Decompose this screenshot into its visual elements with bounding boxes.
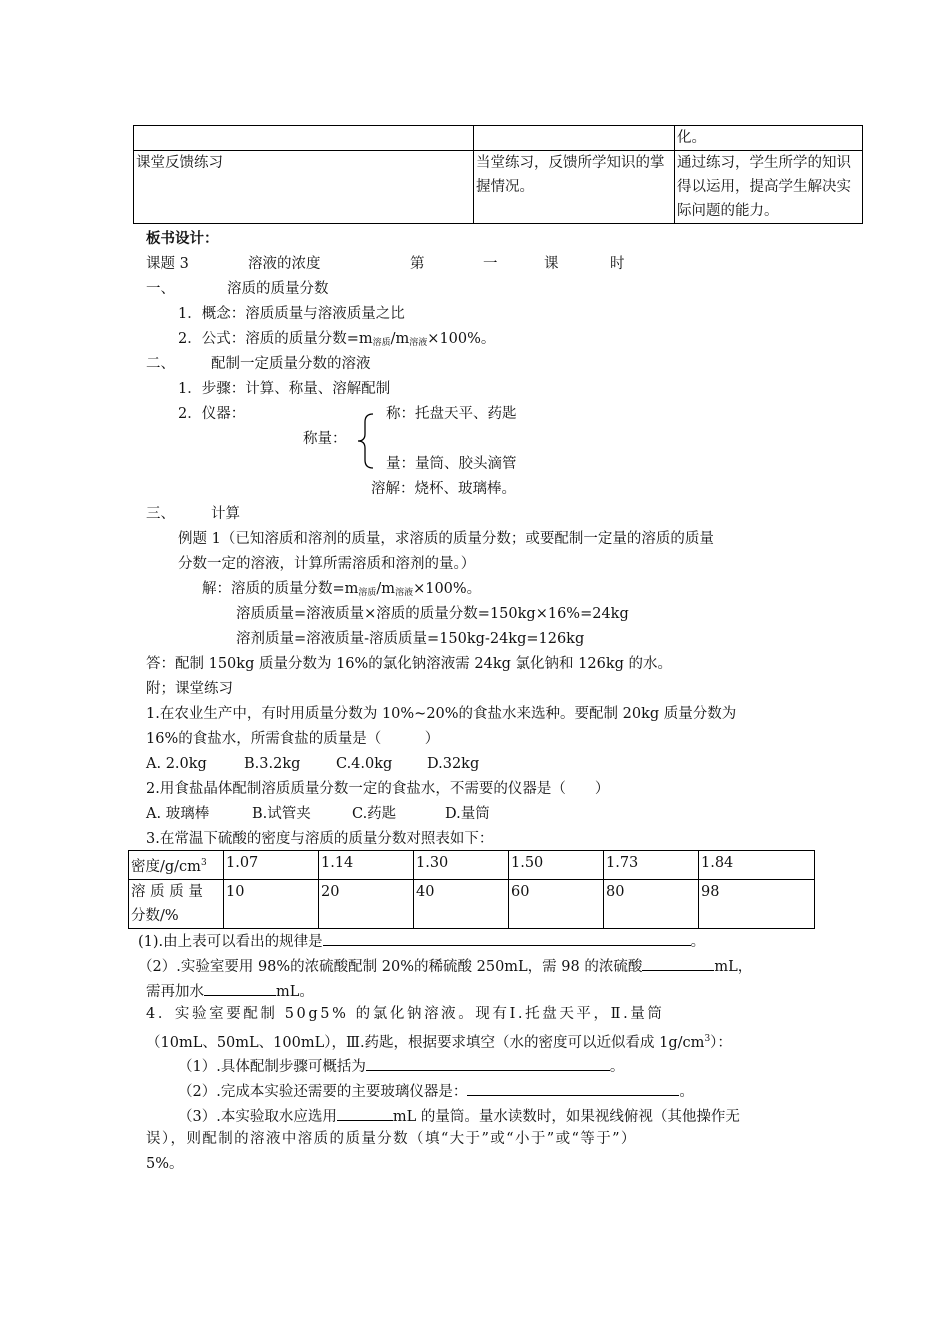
table-cell: 20 <box>319 879 414 928</box>
table-cell: 通过练习，学生所学的知识得以运用，提高学生解决实际问题的能力。 <box>675 151 863 224</box>
example-line: 分数一定的溶液，计算所需溶质和溶剂的量。） <box>178 556 476 572</box>
table-header-cell <box>129 851 224 880</box>
feedback-table <box>133 125 863 224</box>
option: B.试管夹 <box>252 806 311 822</box>
table-cell: 98 <box>699 879 815 928</box>
dissolve-instruments: 溶解：烧杯、玻璃棒。 <box>371 481 516 497</box>
table-cell: 10 <box>224 879 319 928</box>
question-text: ）： <box>710 1034 732 1051</box>
section-title: 溶质的质量分数 <box>227 281 329 297</box>
fraction-label: 分数/% <box>131 907 179 924</box>
section-title: 计算 <box>211 506 240 522</box>
table-cell: 化。 <box>675 126 863 151</box>
concept-line: 1．概念：溶质质量与溶液质量之比 <box>178 306 405 322</box>
lesson-title-prefix: 课题 3 <box>146 256 189 272</box>
question-line: 误），则配制的溶液中溶质的质量分数（填“大于”或“小于”或“等于”） <box>146 1131 637 1147</box>
table-row <box>129 851 815 880</box>
question-line: 2.用食盐晶体配制溶质质量分数一定的食盐水，不需要的仪器是（ ） <box>146 781 610 797</box>
table-cell <box>474 126 675 151</box>
exercise-heading: 附；课堂练习 <box>146 681 233 697</box>
option: A. 玻璃棒 <box>146 806 210 822</box>
formula-text: /m <box>390 331 410 347</box>
question-text: 。 <box>609 1059 625 1075</box>
subscript: 溶液 <box>395 588 414 598</box>
solution-line: 溶剂质量=溶液质量-溶质质量=150kg-24kg=126kg <box>236 631 585 647</box>
subscript: 溶质 <box>372 338 391 348</box>
formula-text: /m <box>376 581 396 597</box>
table-cell: 80 <box>604 879 699 928</box>
question-text: （10mL、50mL、100mL），Ⅲ.药匙，根据要求填空（水的密度可以近似看成 1g/cm <box>146 1034 705 1051</box>
answer-line: 答：配制 150kg 质量分数为 16%的氯化钠溶液需 24kg 氯化钠和 126kg 的水。 <box>146 656 672 672</box>
question-text: （1）.具体配制步骤可概括为 <box>178 1059 366 1075</box>
question-line: 4．实验室要配制 50g5% 的氯化钠溶液。现有Ⅰ.托盘天平，Ⅱ.量筒 <box>146 1006 665 1022</box>
steps-line: 1．步骤：计算、称量、溶解配制 <box>178 381 391 397</box>
section-number: 二、 <box>146 356 175 372</box>
example-line: 例题 1（已知溶质和溶剂的质量，求溶质的质量分数；或要配制一定量的溶质的质量 <box>178 531 714 547</box>
option: D.32kg <box>427 756 480 772</box>
lesson-title-topic: 溶液的浓度 <box>248 256 321 272</box>
subscript: 溶质 <box>358 588 377 598</box>
table-cell: 当堂练习，反馈所学知识的掌握情况。 <box>474 151 675 224</box>
table-cell: 60 <box>509 879 604 928</box>
question-line: 3.在常温下硫酸的密度与溶质的质量分数对照表如下： <box>146 831 494 847</box>
table-cell <box>134 126 474 151</box>
instruments-line: 2．仪器： <box>178 406 246 422</box>
question-text: mL， <box>714 959 753 975</box>
question-line <box>146 979 314 1002</box>
question-line <box>178 1079 694 1102</box>
question-line <box>178 1054 624 1077</box>
table-cell: 1.50 <box>509 851 604 880</box>
table-cell: 课堂反馈练习 <box>134 151 474 224</box>
weigh-instruments: 称：托盘天平、药匙 <box>386 406 517 422</box>
table-cell: 1.73 <box>604 851 699 880</box>
question-text: （2）.实验室要用 98%的浓硫酸配制 20%的稀硫酸 250mL，需 98 的浓硫酸 <box>138 959 643 975</box>
solution-line <box>202 579 481 603</box>
lesson-word: 课 <box>544 256 559 272</box>
density-table <box>128 850 815 929</box>
section-title: 配制一定质量分数的溶液 <box>211 356 371 372</box>
subscript: 溶液 <box>409 338 428 348</box>
question-text: （3）.本实验取水应选用 <box>178 1109 337 1125</box>
table-row <box>134 126 863 151</box>
fraction-label: 溶 质 质 量 <box>131 883 203 900</box>
answer-blank[interactable] <box>323 929 691 946</box>
superscript: 3 <box>704 1034 711 1044</box>
question-line <box>138 954 752 977</box>
weigh-label: 称量： <box>303 431 347 447</box>
solution-line: 溶质质量=溶液质量×溶质的质量分数=150kg×16%=24kg <box>236 606 629 622</box>
table-row <box>134 151 863 224</box>
lesson-word: 第 <box>410 256 425 272</box>
option: B.3.2kg <box>244 756 301 772</box>
density-label: 密度/g/cm <box>131 858 201 875</box>
section-number: 三、 <box>146 506 175 522</box>
answer-blank[interactable] <box>642 954 714 971</box>
section-number: 一、 <box>146 281 175 297</box>
option: C.药匙 <box>352 806 397 822</box>
brace-icon <box>355 412 377 470</box>
table-cell: 1.07 <box>224 851 319 880</box>
lesson-word: 时 <box>610 256 625 272</box>
table-header-cell <box>129 879 224 928</box>
question-line <box>146 1029 732 1053</box>
measure-instruments: 量：量筒、胶头滴管 <box>386 456 517 472</box>
option: C.4.0kg <box>336 756 393 772</box>
formula-text: 解：溶质的质量分数=m <box>202 581 359 597</box>
question-text: 。 <box>679 1084 694 1100</box>
question-text: (1).由上表可以看出的规律是 <box>138 934 323 950</box>
answer-blank[interactable] <box>337 1104 393 1121</box>
answer-blank[interactable] <box>467 1079 679 1096</box>
question-line: 1.在农业生产中，有时用质量分数为 10%~20%的食盐水来选种。要配制 20kg 质量分数为 <box>146 706 737 722</box>
question-text: mL。 <box>276 984 314 1000</box>
table-cell: 1.84 <box>699 851 815 880</box>
formula-text: 2．公式：溶质的质量分数=m <box>178 331 373 347</box>
question-text: 。 <box>690 934 706 950</box>
lesson-word: 一 <box>483 256 498 272</box>
table-cell: 1.14 <box>319 851 414 880</box>
question-text: （2）.完成本实验还需要的主要玻璃仪器是： <box>178 1084 468 1100</box>
option: D.量筒 <box>445 806 490 822</box>
answer-blank[interactable] <box>204 979 276 996</box>
question-line <box>138 929 705 952</box>
question-line: 16%的食盐水，所需食盐的质量是（ ） <box>146 731 440 747</box>
question-text: 需再加水 <box>146 984 204 1000</box>
question-text: mL 的量筒。量水读数时，如果视线俯视（其他操作无 <box>392 1109 740 1125</box>
board-heading: 板书设计： <box>146 231 219 247</box>
question-line: 5%。 <box>146 1156 184 1172</box>
table-cell: 1.30 <box>414 851 509 880</box>
superscript: 3 <box>200 858 207 868</box>
formula-text: ×100%。 <box>413 581 482 597</box>
table-cell: 40 <box>414 879 509 928</box>
option: A. 2.0kg <box>146 756 207 772</box>
table-row <box>129 879 815 928</box>
question-line <box>178 1104 740 1127</box>
formula-text: ×100%。 <box>427 331 496 347</box>
answer-blank[interactable] <box>366 1054 610 1071</box>
formula-line <box>178 329 495 353</box>
